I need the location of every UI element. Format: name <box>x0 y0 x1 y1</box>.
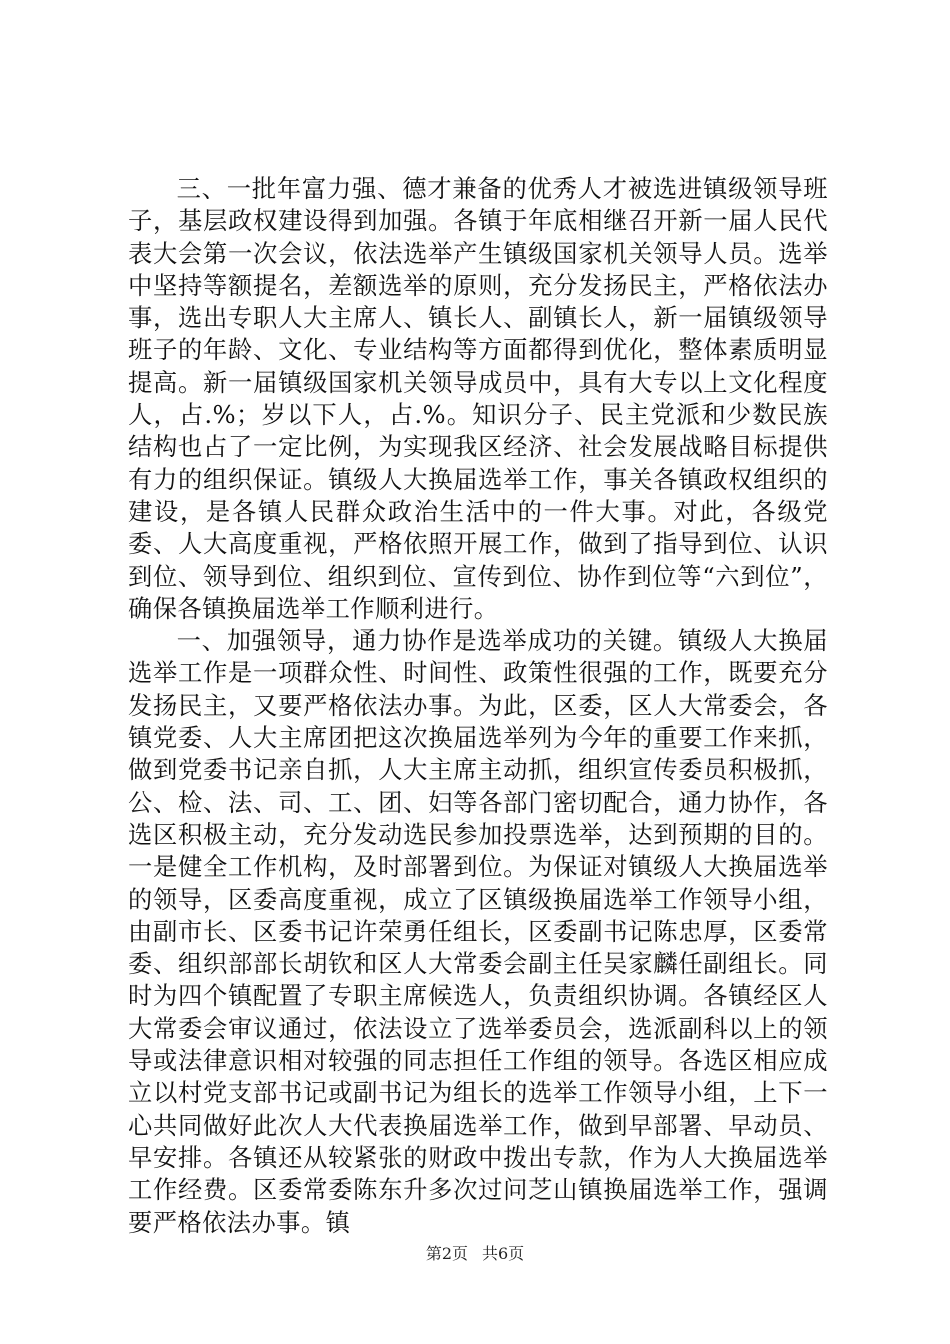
page-total: 共6页 <box>482 1244 525 1263</box>
body-text <box>128 173 828 1239</box>
page-number: 第2页 <box>425 1244 468 1263</box>
page-footer <box>0 1244 950 1264</box>
paragraph-section-three: 三、一批年富力强、德才兼备的优秀人才被选进镇级领导班子，基层政权建设得到加强。各镇于年底相继召开新一届人民代表大会第一次会议，依法选举产生镇级国家机关领导人员。选举中坚持等额提名，差额选举的原则，充分发扬民主，严格依法办事，选出专职人大主席人、镇长人、副镇长人，新一届镇级领导班子的年龄、文化、专业结构等方面都得到优化，整体素质明显提高。新一届镇级国家机关领导成员中，具有大专以上文化程度人，占.%；岁以下人，占.%。知识分子、民主党派和少数民族结构也占了一定比例，为实现我区经济、社会发展战略目标提供有力的组织保证。镇级人大换届选举工作，事关各镇政权组织的建设，是各镇人民群众政治生活中的一件大事。对此，各级党委、人大高度重视，严格依照开展工作，做到了指导到位、认识到位、领导到位、组织到位、宣传到位、协作到位等“六到位”，确保各镇换届选举工作顺利进行。 <box>128 174 828 623</box>
paragraph-section-one: 一、加强领导，通力协作是选举成功的关键。镇级人大换届选举工作是一项群众性、时间性、政策性很强的工作，既要充分发扬民主，又要严格依法办事。为此，区委，区人大常委会，各镇党委、人大主席团把这次换届选举列为今年的重要工作来抓，做到党委书记亲自抓，人大主席主动抓，组织宣传委员积极抓，公、检、法、司、工、团、妇等各部门密切配合，通力协作，各选区积极主动，充分发动选民参加投票选举，达到预期的目的。一是健全工作机构，及时部署到位。为保证对镇级人大换届选举的领导，区委高度重视，成立了区镇级换届选举工作领导小组，由副市长、区委书记许荣勇任组长，区委副书记陈忠厚，区委常委、组织部部长胡钦和区人大常委会副主任吴家麟任副组长。同时为四个镇配置了专职主席候选人，负责组织协调。各镇经区人大常委会审议通过，依法设立了选举委员会，选派副科以上的领导或法律意识相对较强的同志担任工作组的领导。各选区相应成立以村党支部书记或副书记为组长的选举工作领导小组，上下一心共同做好此次人大代表换届选举工作，做到早部署、早动员、早安排。各镇还从较紧张的财政中拨出专款，作为人大换届选举工作经费。区委常委陈东升多次过问芝山镇换届选举工作，强调要严格依法办事。镇 <box>128 626 828 1237</box>
